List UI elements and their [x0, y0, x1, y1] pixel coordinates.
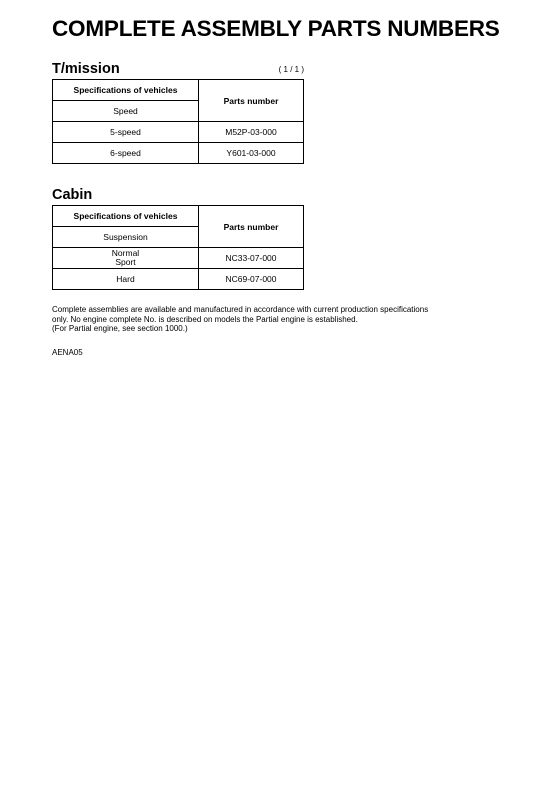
document-code: AENA05	[52, 348, 83, 357]
part-number-cell: NC33-07-000	[199, 248, 304, 269]
notes-paragraph	[52, 305, 512, 334]
table-row	[53, 248, 304, 269]
note-line: only. No engine complete No. is described on models the Partial engine is established.	[52, 314, 358, 324]
section-header-cabin	[52, 187, 304, 205]
part-number-cell: Y601-03-000	[199, 143, 304, 164]
parts-number-header: Parts number	[199, 80, 304, 122]
spec-header: Specifications of vehicles	[53, 80, 199, 101]
spec-cell: 5-speed	[53, 122, 199, 143]
part-number-cell: M52P-03-000	[199, 122, 304, 143]
spec-cell: Hard	[53, 269, 199, 290]
spec-cell: 6-speed	[53, 143, 199, 164]
note-line: (For Partial engine, see section 1000.)	[52, 324, 188, 333]
sub-header-speed: Speed	[53, 101, 199, 122]
page-title: COMPLETE ASSEMBLY PARTS NUMBERS	[52, 16, 500, 41]
section-title: T/mission	[52, 61, 120, 77]
table-row	[53, 122, 304, 143]
parts-number-header: Parts number	[199, 206, 304, 248]
note-line: Complete assemblies are available and manufactured in accordance with current production specifications	[52, 305, 429, 314]
part-number-cell: NC69-07-000	[199, 269, 304, 290]
spec-line: Sport	[115, 257, 136, 267]
page-indicator: ( 1 / 1 )	[278, 65, 304, 74]
spec-header: Specifications of vehicles	[53, 206, 199, 227]
spec-line: Normal	[111, 248, 140, 258]
spec-cell	[53, 248, 199, 269]
section-title: Cabin	[52, 187, 93, 203]
section-header-transmission	[52, 61, 304, 79]
cabin-parts-table	[52, 205, 304, 290]
transmission-parts-table	[52, 79, 304, 164]
sub-header-suspension: Suspension	[53, 227, 199, 248]
table-row	[53, 143, 304, 164]
table-row	[53, 269, 304, 290]
